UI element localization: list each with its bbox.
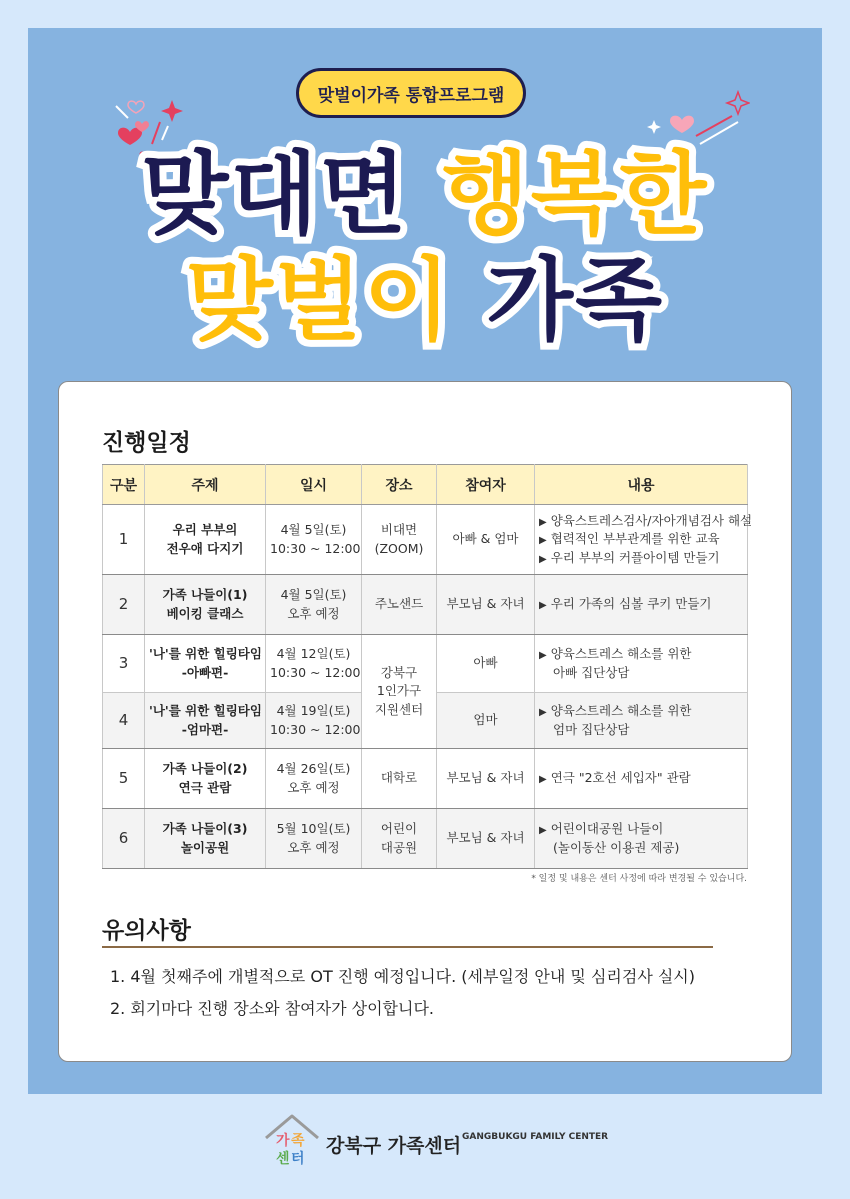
notice-title: 유의사항 <box>102 918 191 944</box>
svg-text:터: 터 <box>291 1151 305 1167</box>
bullet-text: 연극 "2호선 세입자" 관람 <box>550 770 691 786</box>
topic-line: '나'를 위한 힐링타임 <box>149 703 262 719</box>
row-topic <box>145 749 266 809</box>
svg-text:족: 족 <box>291 1133 305 1149</box>
place-line: 지원센터 <box>374 701 424 717</box>
headline-word-1: 맞대면 <box>141 142 409 247</box>
bullet-text: 협력적인 부부관계를 위한 교육 <box>550 531 720 547</box>
triangle-bullet-icon: ▶ <box>539 600 547 612</box>
topic-line: 베이킹 클래스 <box>166 605 244 621</box>
place-line: 비대면 <box>380 522 418 538</box>
time-line: 10:30 ~ 12:00 <box>270 540 361 556</box>
notice-item: 2. 회기마다 진행 장소와 참여자가 상이합니다. <box>110 999 434 1018</box>
schedule-table <box>102 464 753 869</box>
row-date <box>266 575 362 635</box>
date-line: 4월 5일(토) <box>280 587 347 603</box>
schedule-footnote: * 일정 및 내용은 센터 사정에 따라 변경될 수 있습니다. <box>531 874 747 884</box>
row-place <box>362 809 437 869</box>
row-date <box>266 693 362 749</box>
table-header-row <box>103 465 748 505</box>
row-number: 3 <box>103 635 145 693</box>
bullet-text: 아빠 집단상담 <box>553 664 630 680</box>
row-number: 5 <box>103 749 145 809</box>
row-place <box>362 635 437 749</box>
row-content <box>535 575 748 635</box>
header-cell: 장소 <box>362 465 437 505</box>
place-line: 어린이 <box>380 821 418 837</box>
headline-line-1 <box>0 142 850 247</box>
topic-line: '나'를 위한 힐링타임 <box>149 646 262 662</box>
place-line: 주노샌드 <box>374 596 424 612</box>
headline-word-2: 행복한 <box>441 142 709 247</box>
triangle-bullet-icon: ▶ <box>539 535 547 547</box>
row-number: 4 <box>103 693 145 749</box>
center-name: 강북구 가족센터 <box>326 1135 462 1157</box>
header-cell: 구분 <box>103 465 145 505</box>
triangle-bullet-icon: ▶ <box>539 774 547 786</box>
row-content <box>535 505 753 575</box>
triangle-bullet-icon: ▶ <box>539 825 547 837</box>
row-topic <box>145 575 266 635</box>
content-bullet <box>539 512 753 531</box>
topic-line: 놀이공원 <box>180 839 230 855</box>
triangle-bullet-icon: ▶ <box>539 553 547 565</box>
row-content <box>535 635 748 693</box>
content-bullet <box>539 702 743 721</box>
row-participants: 아빠 <box>437 635 535 693</box>
notice-divider <box>102 946 713 948</box>
date-line: 4월 5일(토) <box>280 522 347 538</box>
place-line: 대공원 <box>380 839 418 855</box>
bullet-text: 양육스트레스검사/자아개념검사 해설 <box>550 512 753 528</box>
header-cell: 주제 <box>145 465 266 505</box>
content-bullet <box>539 549 743 568</box>
program-badge: 맞벌이가족 통합프로그램 <box>296 68 526 118</box>
place-line: 1인가구 <box>376 683 422 699</box>
topic-line: 연극 관람 <box>178 779 232 795</box>
content-bullet <box>539 645 743 664</box>
svg-text:센: 센 <box>276 1151 290 1167</box>
content-bullet <box>539 769 743 788</box>
date-line: 4월 19일(토) <box>276 703 351 719</box>
row-participants: 아빠 & 엄마 <box>437 505 535 575</box>
bullet-text: 엄마 집단상담 <box>553 721 630 737</box>
row-date <box>266 749 362 809</box>
row-content <box>535 749 748 809</box>
time-line: 10:30 ~ 12:00 <box>270 664 361 680</box>
table-row <box>103 809 748 869</box>
topic-line: 가족 나들이(1) <box>162 587 248 603</box>
time-line: 10:30 ~ 12:00 <box>270 721 361 737</box>
topic-line: 전우애 다지기 <box>166 540 244 556</box>
row-date <box>266 809 362 869</box>
row-topic <box>145 635 266 693</box>
topic-line: 우리 부부의 <box>172 522 238 538</box>
bullet-text: 어린이대공원 나들이 <box>550 821 664 837</box>
header-cell: 참여자 <box>437 465 535 505</box>
row-date <box>266 505 362 575</box>
bullet-text: 우리 부부의 커플아이템 만들기 <box>550 549 720 565</box>
place-line: 강북구 <box>380 665 418 681</box>
row-content <box>535 693 748 749</box>
triangle-bullet-icon: ▶ <box>539 707 547 719</box>
table-row <box>103 505 748 575</box>
row-number: 1 <box>103 505 145 575</box>
headline-word-3: 맞벌이 <box>185 248 453 353</box>
place-line: (ZOOM) <box>374 540 424 556</box>
row-participants: 부모님 & 자녀 <box>437 575 535 635</box>
date-line: 4월 12일(토) <box>276 646 351 662</box>
row-place <box>362 575 437 635</box>
row-place <box>362 505 437 575</box>
row-topic <box>145 693 266 749</box>
notice-item: 1. 4월 첫째주에 개별적으로 OT 진행 예정입니다. (세부일정 안내 및 심리검사 실시) <box>110 967 696 986</box>
time-line: 오후 예정 <box>287 779 340 795</box>
svg-text:가: 가 <box>276 1133 290 1149</box>
date-line: 4월 26일(토) <box>276 761 351 777</box>
row-topic <box>145 505 266 575</box>
row-topic <box>145 809 266 869</box>
time-line: 오후 예정 <box>287 839 340 855</box>
topic-line: -엄마편- <box>181 721 229 737</box>
bullet-text: 우리 가족의 심볼 쿠키 만들기 <box>550 596 712 612</box>
header-cell: 일시 <box>266 465 362 505</box>
schedule-title: 진행일정 <box>102 430 191 456</box>
row-participants: 부모님 & 자녀 <box>437 749 535 809</box>
row-participants: 엄마 <box>437 693 535 749</box>
topic-line: 가족 나들이(2) <box>162 761 248 777</box>
content-bullet <box>539 820 743 839</box>
family-center-logo-icon <box>262 1112 322 1170</box>
center-english-name: GANGBUKGU FAMILY CENTER <box>462 1132 609 1142</box>
place-line: 대학로 <box>380 770 418 786</box>
bullet-text: (놀이동산 이용권 제공) <box>553 839 680 855</box>
headline-line-2 <box>0 248 850 353</box>
bullet-text: 양육스트레스 해소를 위한 <box>550 703 692 719</box>
table-row <box>103 749 748 809</box>
content-bullet <box>539 530 743 549</box>
triangle-bullet-icon: ▶ <box>539 650 547 662</box>
content-bullet <box>539 595 743 614</box>
row-participants: 부모님 & 자녀 <box>437 809 535 869</box>
time-line: 오후 예정 <box>287 605 340 621</box>
row-number: 2 <box>103 575 145 635</box>
row-content <box>535 809 748 869</box>
row-date <box>266 635 362 693</box>
triangle-bullet-icon: ▶ <box>539 516 547 528</box>
row-place <box>362 749 437 809</box>
bullet-text: 양육스트레스 해소를 위한 <box>550 646 692 662</box>
table-row <box>103 635 748 693</box>
topic-line: 가족 나들이(3) <box>162 821 248 837</box>
date-line: 5월 10일(토) <box>276 821 351 837</box>
headline-word-4: 가족 <box>486 248 665 353</box>
row-number: 6 <box>103 809 145 869</box>
table-row <box>103 575 748 635</box>
topic-line: -아빠편- <box>181 664 229 680</box>
header-cell: 내용 <box>535 465 748 505</box>
